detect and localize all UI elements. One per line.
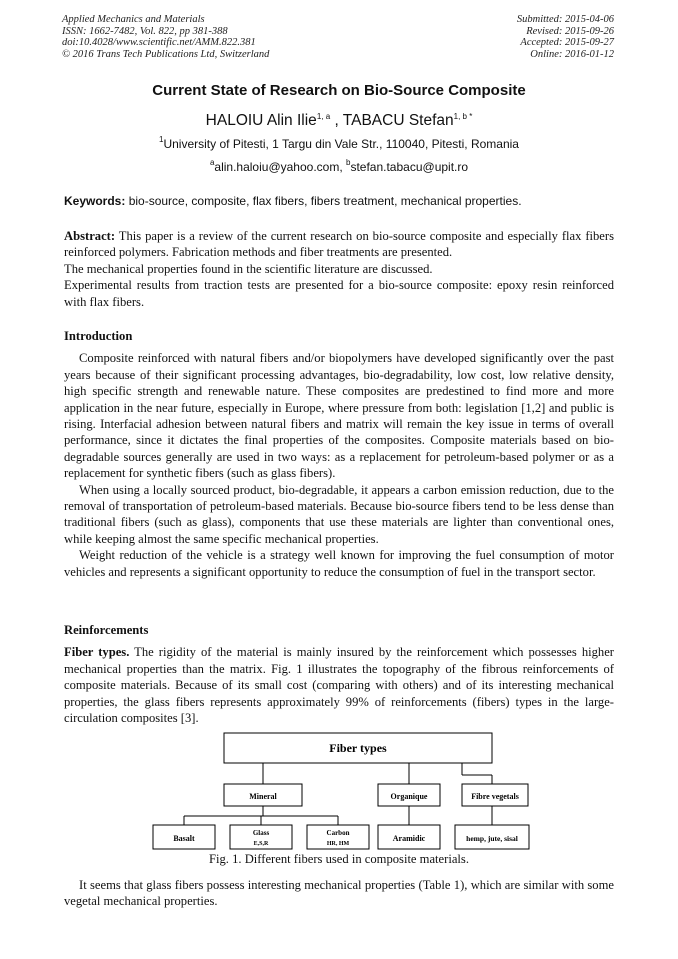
keywords	[64, 194, 616, 208]
introduction-section	[64, 328, 614, 580]
label-glass-sub: E,S,R	[253, 841, 269, 847]
introduction-p1: Composite reinforced with natural fibers and/or biopolymers have developed significantly over the past years because of their significant processing advantages, bio-degradability, low cost, low relative density, high specific strength and renewable nature. These composites are predestined to find more and more application in the near future, especially in Europe, where pressure from both: legislation [1,2] and public is rising. Interfacial adhesion between natural fibers and matrix will remain the key issue in terms of overall performance, since it dictates the final properties of the composites. Composite materials based on bio-degradable sources generally are used in two ways: as a replacement for petroleum-based polymer or as a replacement for synthetic fibers (such as glass fibers).	[64, 351, 614, 481]
label-organique: Organique	[390, 792, 428, 801]
abstract	[64, 228, 614, 310]
author-2-superscript: 1, b *	[453, 112, 473, 121]
fiber-types-diagram	[152, 732, 532, 850]
affiliation-line	[0, 137, 678, 151]
reinforcements-heading: Reinforcements	[64, 623, 149, 637]
abstract-label: Abstract:	[64, 229, 116, 243]
journal-name: Applied Mechanics and Materials	[62, 14, 205, 25]
author-1-superscript: 1, a	[316, 112, 331, 121]
copyright-line: © 2016 Trans Tech Publications Ltd, Switzerland	[62, 49, 270, 61]
journal-header-right	[517, 14, 614, 61]
keywords-text: bio-source, composite, flax fibers, fibers treatment, mechanical properties.	[125, 194, 522, 208]
journal-header-left	[62, 14, 269, 61]
label-carbon: Carbon	[326, 829, 350, 837]
label-glass: Glass	[252, 829, 270, 837]
closing-paragraph	[64, 877, 614, 910]
author-1-name: HALOIU Alin Ilie	[205, 112, 317, 129]
label-mineral: Mineral	[249, 792, 277, 801]
author-2-name: TABACU Stefan	[342, 112, 454, 129]
label-aramidic: Aramidic	[392, 834, 426, 843]
affiliation-text: University of Pitesti, 1 Targu din Vale Str., 110040, Pitesti, Romania	[163, 137, 519, 151]
email-a[interactable]: alin.haloiu@yahoo.com	[214, 160, 340, 174]
introduction-p3: Weight reduction of the vehicle is a strategy well known for improving the fuel consumption of motor vehicles and represents a significant opportunity to reduce the consumption of fuel in the transport sector.	[64, 548, 614, 579]
email-b-superscript: b	[346, 158, 351, 167]
abstract-p2: The mechanical properties found in the scientific literature are discussed.	[64, 261, 433, 276]
closing-text: It seems that glass fibers possess interesting mechanical properties (Table 1), which are similar with some vegetal mechanical properties.	[64, 878, 614, 909]
email-a-superscript: a	[209, 158, 215, 167]
paper-title: Current State of Research on Bio-Source Composite	[152, 82, 526, 99]
reinforcements-p1: The rigidity of the material is mainly insured by the reinforcement which possesses higher mechanical properties than the matrix. Fig. 1 illustrates the topography of the fibrous reinforcements of composite materials. Because of its small cost (comparing with others) and of its interesting mechanical properties, the glass fibers represents approximately 99% of reinforcements (fibers) types in the large-circulation composites [3].	[64, 645, 614, 726]
label-hemp: hemp, jute, sisal	[466, 834, 518, 843]
reinforcements-section	[64, 622, 614, 726]
label-fiber-types: Fiber types	[329, 741, 387, 755]
doi-line[interactable]: doi:10.4028/www.scientific.net/AMM.822.381	[62, 37, 256, 49]
fiber-types-label: Fiber types.	[64, 645, 130, 660]
accepted-date: Accepted: 2015-09-27	[520, 37, 614, 49]
submitted-date: Submitted: 2015-04-06	[516, 14, 614, 25]
keywords-label: Keywords:	[64, 194, 126, 208]
introduction-p2: When using a locally sourced product, bio-degradable, it appears a carbon emission reduction, due to the removal of transportation of petroleum-based materials. Because bio-source fibers tend to be less dense than traditional fibers (such as glass), components that use these materials are lighter than conventional ones, while keeping almost the same specific mechanical properties.	[64, 482, 614, 546]
online-date: Online: 2016-01-12	[530, 49, 614, 61]
revised-date: Revised: 2015-09-26	[526, 25, 614, 37]
figure-caption: Fig. 1. Different fibers used in composite materials.	[209, 852, 469, 866]
email-line	[0, 160, 678, 174]
issn-line: ISSN: 1662-7482, Vol. 822, pp 381-388	[62, 25, 228, 37]
abstract-p3: Experimental results from traction tests are presented for a bio-source composite: epoxy resin reinforced with flax fibers.	[64, 278, 614, 309]
label-vegetals: Fibre vegetals	[471, 792, 519, 801]
label-basalt: Basalt	[173, 834, 195, 843]
label-carbon-sub: HR, HM	[326, 841, 350, 847]
author-separator: ,	[330, 112, 343, 129]
affiliation-superscript: 1	[159, 135, 164, 144]
email-b[interactable]: stefan.tabacu@upit.ro	[350, 160, 469, 174]
email-separator: ,	[339, 160, 346, 174]
author-line	[0, 112, 678, 130]
abstract-p1: This paper is a review of the current research on bio-source composite and especially flax fibers reinforced polymers. Fabrication methods and fiber treatments are presented.	[64, 229, 614, 260]
introduction-heading: Introduction	[64, 329, 133, 343]
